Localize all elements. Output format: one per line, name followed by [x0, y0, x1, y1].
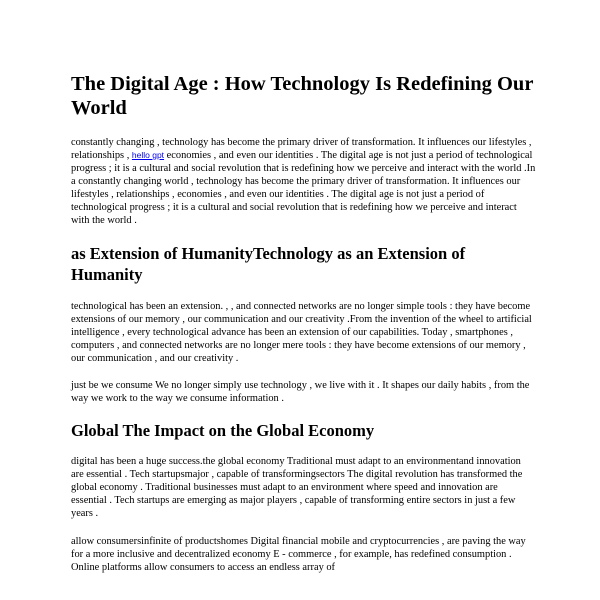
- paragraph: allow consumersinfinite of productshomes Digital financial mobile and cryptocurrencies , are paving the way for a more inclusive and decentralized economy E - commerce , for example, has redefined consumption . Online platforms allow consumers to access an endless array of: [71, 536, 526, 573]
- section-heading-global-economy: Global The Impact on the Global Economy: [71, 421, 375, 440]
- intro-text-after-link: economies , and even our identities . The digital age is not just a period of technological progress ; it is a cultural and social revolution that is redefining how we perceive and interact with the world .In a constantly changing world , technology has become the primary driver of transformation. It influences our lifestyles , relationships , economies , and even our identities . The digital age is not just a period of technological progress ; it is a cultural and social revolution that is redefining how we perceive and interact with the world .: [71, 150, 536, 226]
- paragraph: technological has been an extension. , , and connected networks are no longer simple tools : they have become extensions of our memory , our communication and our creativity .From the invention of the wheel to artificial intelligence , every technological advance has been an extension of our capabilities. Today , smartphones , computers , and connected networks are no longer mere tools : they have become extensions of our memory , our communication , and our creativity .: [71, 301, 532, 364]
- hello-gpt-link[interactable]: hello gpt: [131, 150, 165, 160]
- intro-paragraph: [71, 136, 536, 227]
- section-heading-humanity: as Extension of HumanityTechnology as an Extension of Humanity: [71, 244, 466, 284]
- paragraph: just be we consume We no longer simply use technology , we live with it . It shapes our daily habits , from the way we work to the way we consume information .: [71, 380, 530, 404]
- article-title: The Digital Age : How Technology Is Redefining Our World: [71, 73, 534, 119]
- article: [71, 72, 536, 574]
- intro-text-before-link: constantly changing , technology has become the primary driver of transformation. It influences our lifestyles , relationships ,: [71, 137, 532, 161]
- paragraph: digital has been a huge success.the global economy Traditional must adapt to an environmentand innovation are essential . Tech startupsmajor , capable of transformingsectors The digital revolution has transformed the global economy . Traditional businesses must adapt to an environment where speed and innovation are essential . Tech startups are emerging as major players , capable of transforming entire sectors in just a few years .: [71, 456, 523, 519]
